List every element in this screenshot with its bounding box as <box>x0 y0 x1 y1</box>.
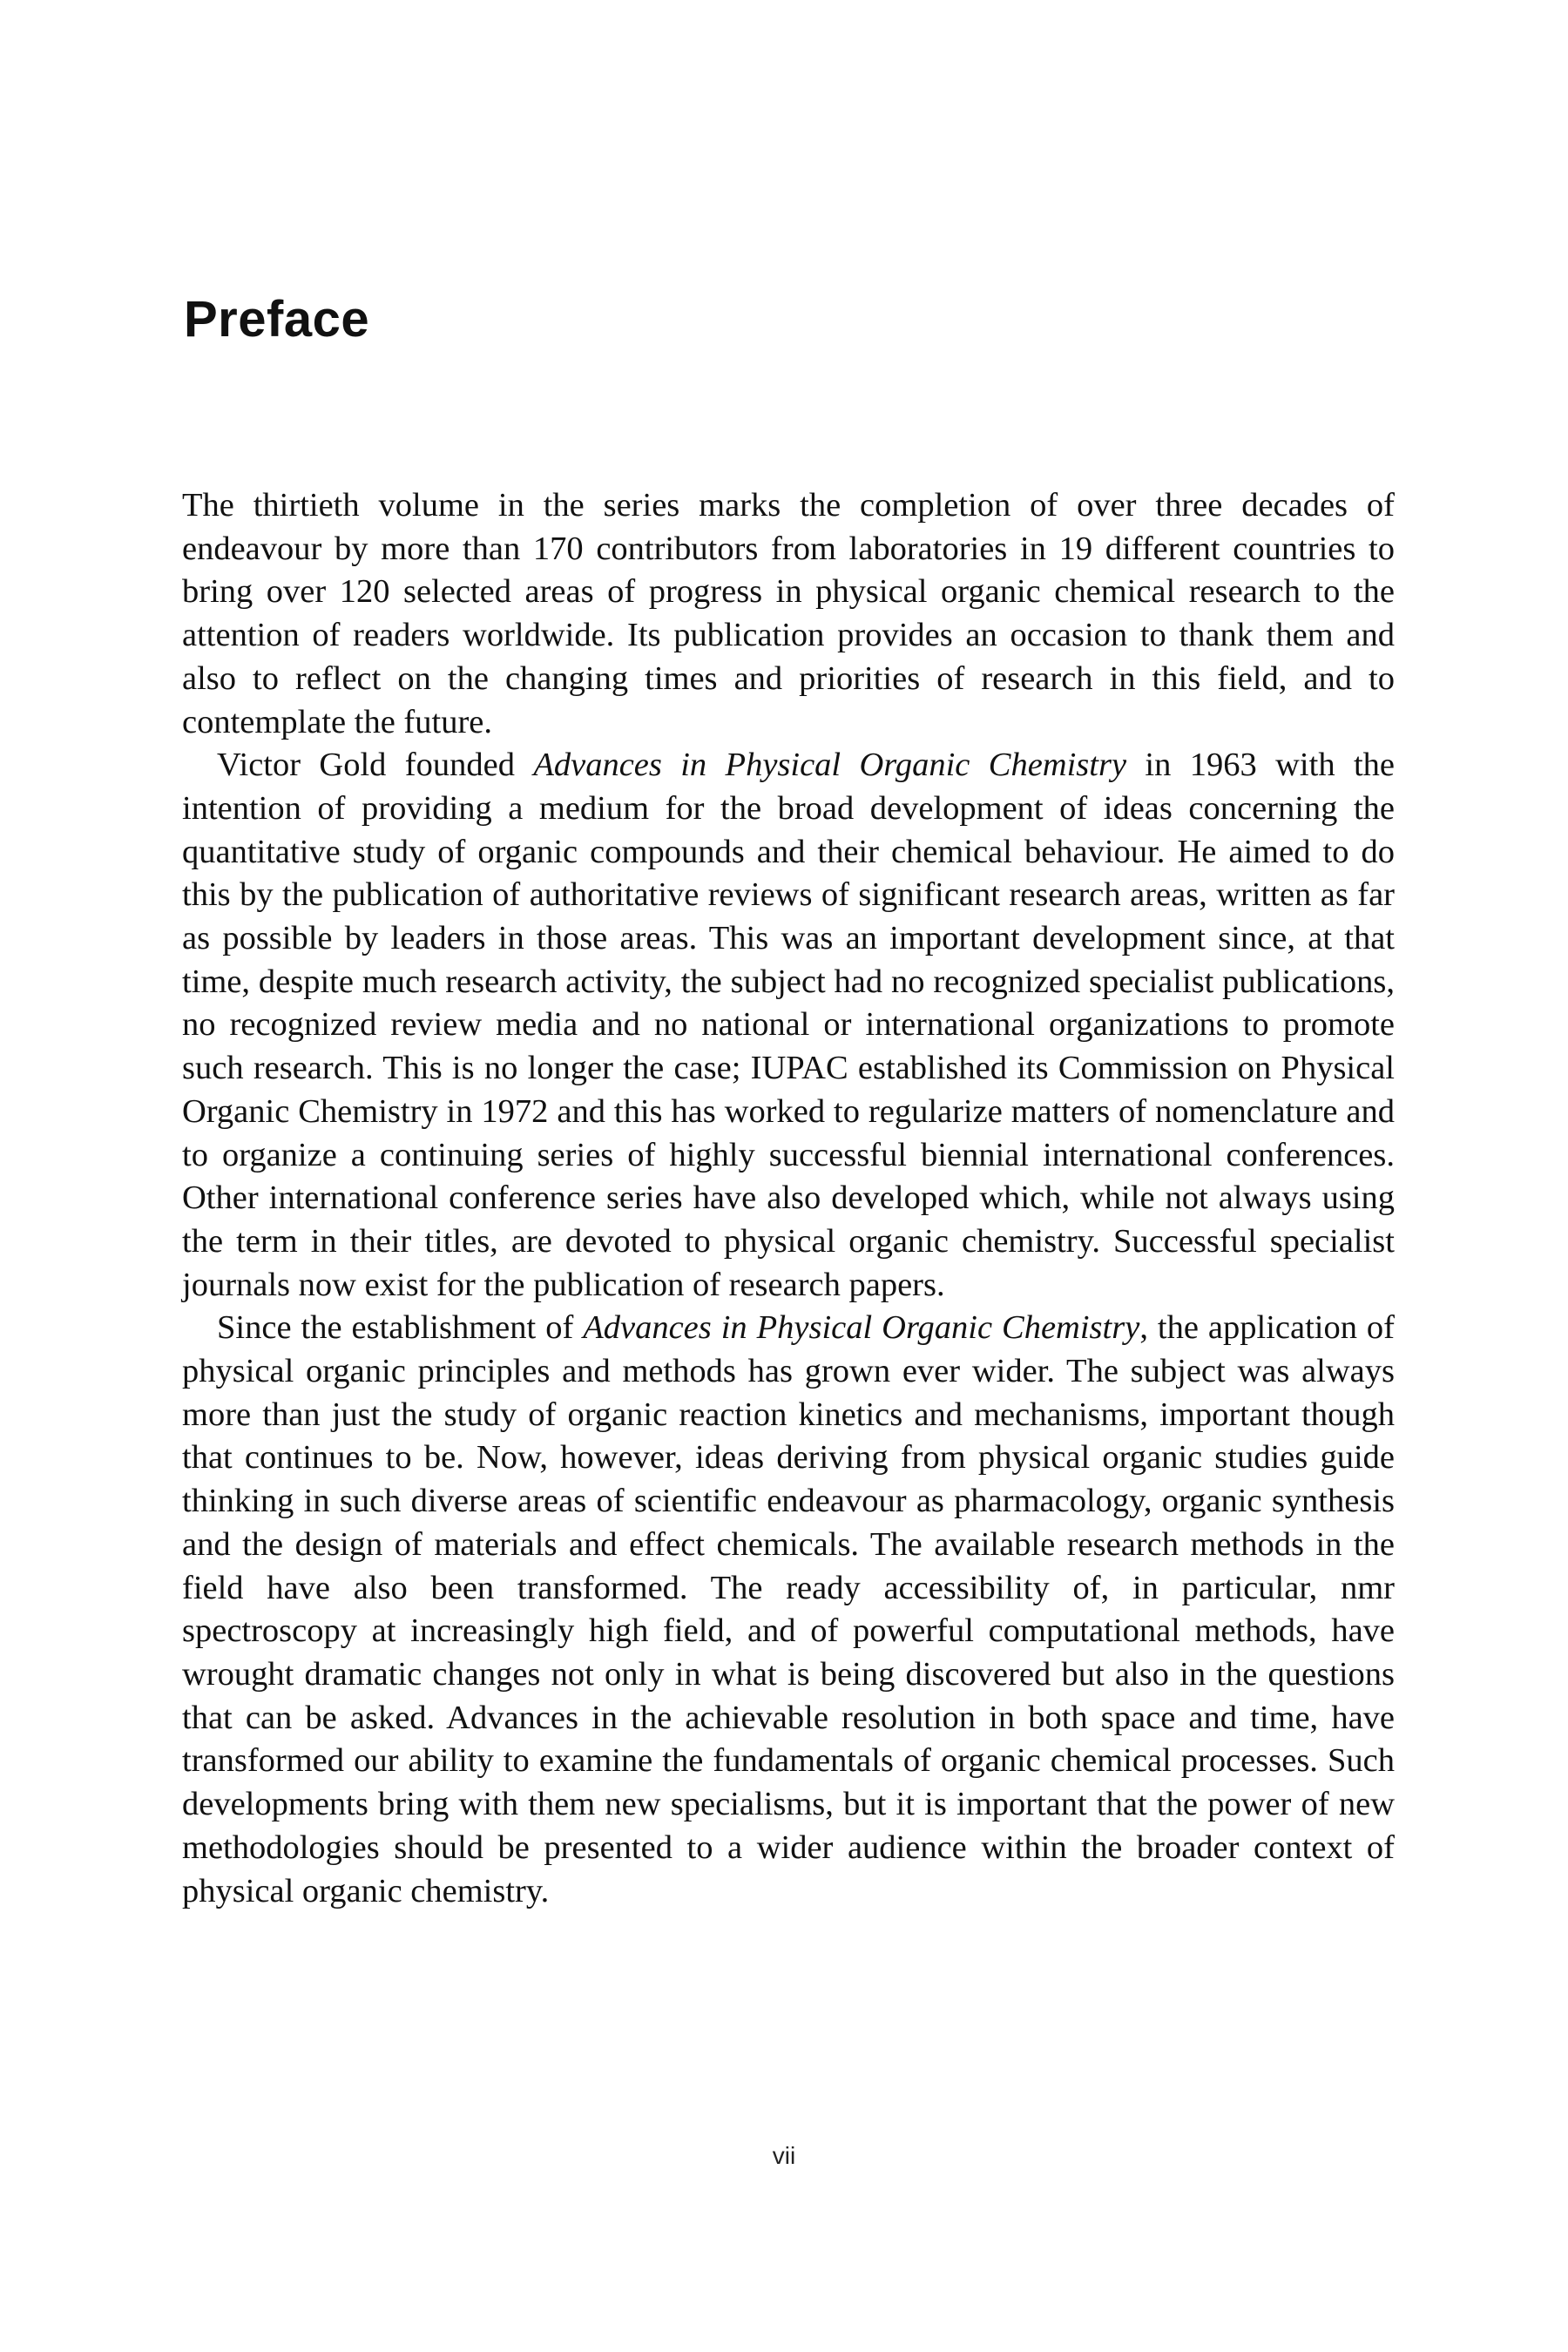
page-number: vii <box>772 2142 796 2169</box>
paragraph-2-text-rest: in 1963 with the intention of providing a medium for the broad development of ideas concerning the quantitative study of organic compounds and their chemical behaviour. He aimed to do this by the publication of authoritative reviews of significant research areas, written as far as possible by leaders in those areas. This was an important development since, at that time, despite much research activity, the subject had no recognized specialist publications, no recognized review media and no national or international organizations to promote such research. This is no longer the case; IUPAC established its Commission on Physical Organic Chemistry in 1972 and this has worked to regularize matters of nomenclature and to organize a continuing series of highly successful biennial international conferences. Other international conference series have also developed which, while not always using the term in their titles, are devoted to physical organic chemistry. Successful specialist journals now exist for the publication of research papers. <box>182 747 1395 1303</box>
journal-title-italic: Advances in Physical Organic Chemistry <box>533 747 1127 784</box>
preface-body <box>182 484 1395 1913</box>
journal-title-italic: Advances in Physical Organic Chemistry <box>583 1309 1140 1347</box>
paragraph-3-text-start: Since the establishment of <box>217 1309 584 1347</box>
paragraph-1-text: The thirtieth volume in the series marks the completion of over three decades of endeavour by more than 170 contributors from laboratories in 19 different countries to bring over 120 selected areas of progress in physical organic chemical research to the attention of readers worldwide. Its publication provides an occasion to thank them and also to reflect on the changing times and priorities of research in this field, and to contemplate the future. <box>182 487 1395 740</box>
paragraph-1 <box>182 484 1395 744</box>
paragraph-3 <box>182 1307 1395 1913</box>
paragraph-2-text-start: Victor Gold founded <box>217 747 534 784</box>
paragraph-3-text-rest: , the application of physical organic principles and methods has grown ever wider. The subject was always more than just the study of organic reaction kinetics and mechanisms, important though that continues to be. Now, however, ideas deriving from physical organic studies guide thinking in such diverse areas of scientific endeavour as pharmacology, organic synthesis and the design of materials and effect chemicals. The available research methods in the field have also been transformed. The ready accessibility of, in particular, nmr spectroscopy at increasingly high field, and of powerful computational methods, have wrought dramatic changes not only in what is being discovered but also in the questions that can be asked. Advances in the achievable resolution in both space and time, have transformed our ability to examine the fundamentals of organic chemical processes. Such developments bring with them new specialisms, but it is important that the power of new methodologies should be presented to a wider audience within the broader context of physical organic chemistry. <box>182 1309 1395 1909</box>
page-title: Preface <box>184 291 370 348</box>
paragraph-2 <box>182 744 1395 1307</box>
